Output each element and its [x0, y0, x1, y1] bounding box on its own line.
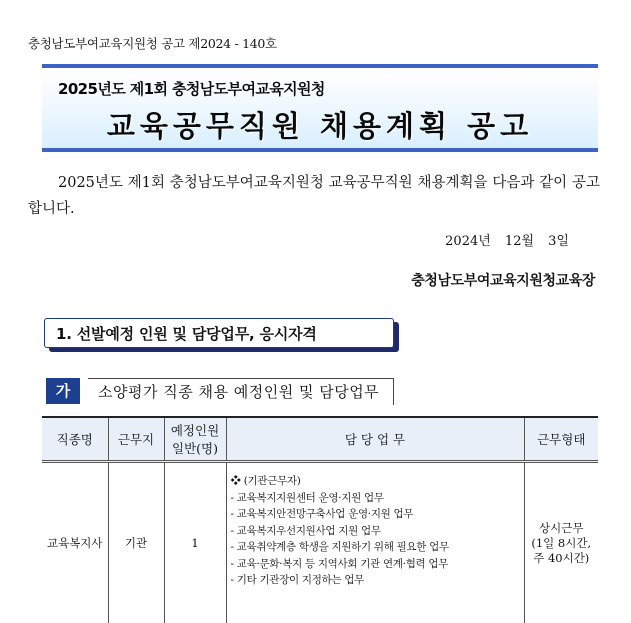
cell-duties — [226, 462, 524, 623]
duty-item: - 교육·문화·복지 등 지역사회 기관 연계·협력 업무 — [231, 556, 520, 573]
section-heading: 1. 선발예정 인원 및 담당업무, 응시자격 — [56, 323, 317, 344]
intro-paragraph — [28, 170, 600, 222]
header-duties: 담 당 업 무 — [226, 417, 524, 462]
notice-date: 2024년 12월 3일 — [445, 230, 569, 249]
duty-item: - 기타 기관장이 지정하는 업무 — [231, 572, 520, 589]
type-line: 상시근무 — [526, 521, 598, 536]
intro-text: 2025년도 제1회 충청남도부여교육지원청 교육공무직원 채용계획을 다음과 같이 공고합니다. — [28, 175, 600, 217]
cell-planned: 1 — [164, 462, 226, 623]
cell-type — [524, 462, 598, 623]
header-type: 근무형태 — [524, 417, 598, 462]
cell-location: 기관 — [108, 462, 164, 623]
subsection-title: 소양평가 직종 채용 예정인원 및 담당업무 — [88, 378, 394, 405]
duty-item: - 교육복지지원센터 운영·지원 업무 — [231, 490, 520, 507]
header-planned-line2: 일반(명) — [166, 439, 225, 457]
header-planned — [164, 417, 226, 462]
subsection-marker: 가 — [46, 378, 80, 404]
header-job: 직종명 — [42, 417, 108, 462]
title-main: 교육공무직원 채용계획 공고 — [42, 104, 598, 145]
title-top-bar — [42, 64, 598, 68]
duty-item: - 교육취약계층 학생을 지원하기 위해 필요한 업무 — [231, 539, 520, 556]
notice-number: 충청남도부여교육지원청 공고 제2024 - 140호 — [28, 34, 277, 52]
type-line: (1일 8시간, — [526, 536, 598, 551]
issuer-name: 충청남도부여교육지원청교육장 — [411, 270, 595, 290]
duty-item: - 교육복지우선지원사업 지원 업무 — [231, 523, 520, 540]
header-planned-line1: 예정인원 — [166, 421, 225, 439]
duty-item: - 교육복지안전망구축사업 운영·지원 업무 — [231, 506, 520, 523]
table-row — [42, 462, 598, 623]
table-header-row — [42, 417, 598, 462]
title-bottom-bar — [42, 148, 598, 152]
recruitment-table — [42, 416, 598, 623]
title-subtitle: 2025년도 제1회 충청남도부여교육지원청 — [58, 78, 325, 99]
type-line: 주 40시간) — [526, 551, 598, 566]
cell-job: 교육복지사 — [42, 462, 108, 623]
duty-item: ❖ (기관근무자) — [231, 473, 520, 490]
header-location: 근무지 — [108, 417, 164, 462]
